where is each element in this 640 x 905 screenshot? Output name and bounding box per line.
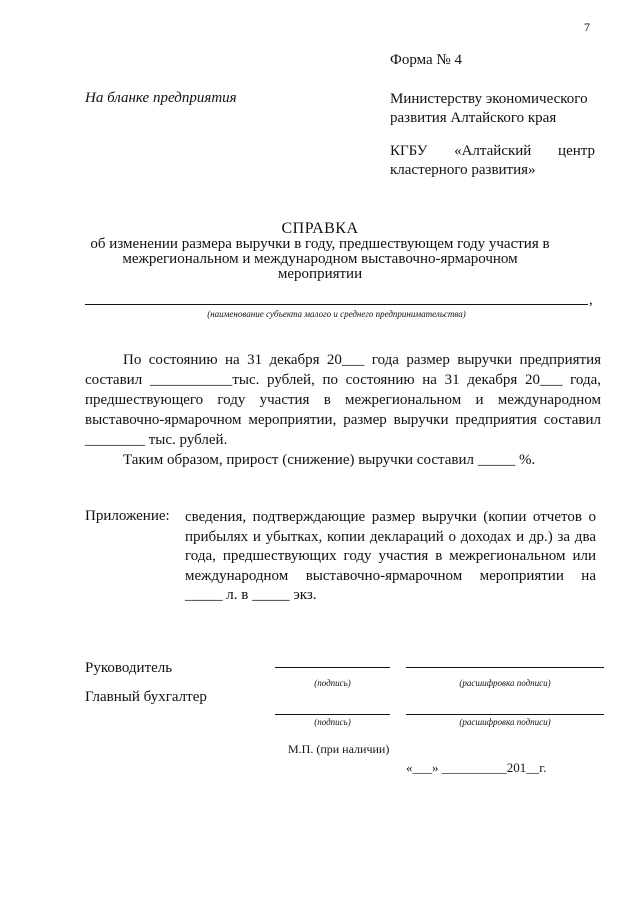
revenue-paragraph: По состоянию на 31 декабря 20___ года размер выручки предприятия составил ___________тыс. рублей, по состоянию на 31 декабря 20___ года, предшествующего году участия в межрегиональном и международном выставочно-ярмарочном мероприятии, размер выручки предприятия составил ________ тыс. рублей. [85, 352, 601, 448]
attachment-text: сведения, подтверждающие размер выручки (копии отчетов о прибылях и убытках, копии деклараций о доходах и др.) за два года, предшествующих году участия в межрегиональном или международном выставочно-ярмарочном мероприятии на _____ л. в _____ экз. [185, 509, 596, 603]
revenue-statement [85, 350, 601, 470]
subtitle-line: об изменении размера выручки в году, предшествующем году участия в [90, 236, 550, 252]
head-label: Руководитель [85, 660, 173, 676]
entity-name-caption: (наименование субъекта малого и среднего предпринимательства) [207, 309, 466, 319]
growth-paragraph: Таким образом, прирост (снижение) выручки составил _____ %. [123, 452, 536, 468]
entity-name-field[interactable] [85, 304, 588, 305]
head-decoding-caption: (расшифровка подписи) [459, 678, 551, 688]
stamp-note: М.П. (при наличии) [288, 742, 390, 756]
head-signature-caption: (подпись) [314, 678, 351, 688]
accountant-signature-caption: (подпись) [314, 717, 351, 727]
head-decoding-line[interactable] [406, 667, 604, 668]
document-subtitle [90, 237, 550, 282]
document-title: СПРАВКА [281, 220, 359, 237]
recipient-block [390, 90, 595, 180]
accountant-label: Главный бухгалтер [85, 689, 207, 705]
head-signature-line[interactable] [275, 667, 390, 668]
accountant-decoding-caption: (расшифровка подписи) [459, 717, 551, 727]
recipient-line: кластерного развития» [390, 162, 536, 178]
entity-name-comma: , [589, 292, 593, 308]
attachment-label: Приложение: [85, 508, 170, 524]
accountant-signature-line[interactable] [275, 714, 390, 715]
recipient-line: КГБУ «Алтайский центр [390, 143, 595, 159]
recipient-line: Министерству экономического [390, 91, 588, 107]
recipient-line: развития Алтайского края [390, 110, 557, 126]
letterhead-note: На бланке предприятия [85, 90, 237, 106]
date-field[interactable]: «___» __________201__г. [406, 760, 547, 775]
accountant-decoding-line[interactable] [406, 714, 604, 715]
page-number: 7 [584, 20, 590, 34]
form-number: Форма № 4 [390, 52, 462, 68]
subtitle-line: межрегиональном и международном выставочно-ярмарочном мероприятии [122, 251, 518, 282]
